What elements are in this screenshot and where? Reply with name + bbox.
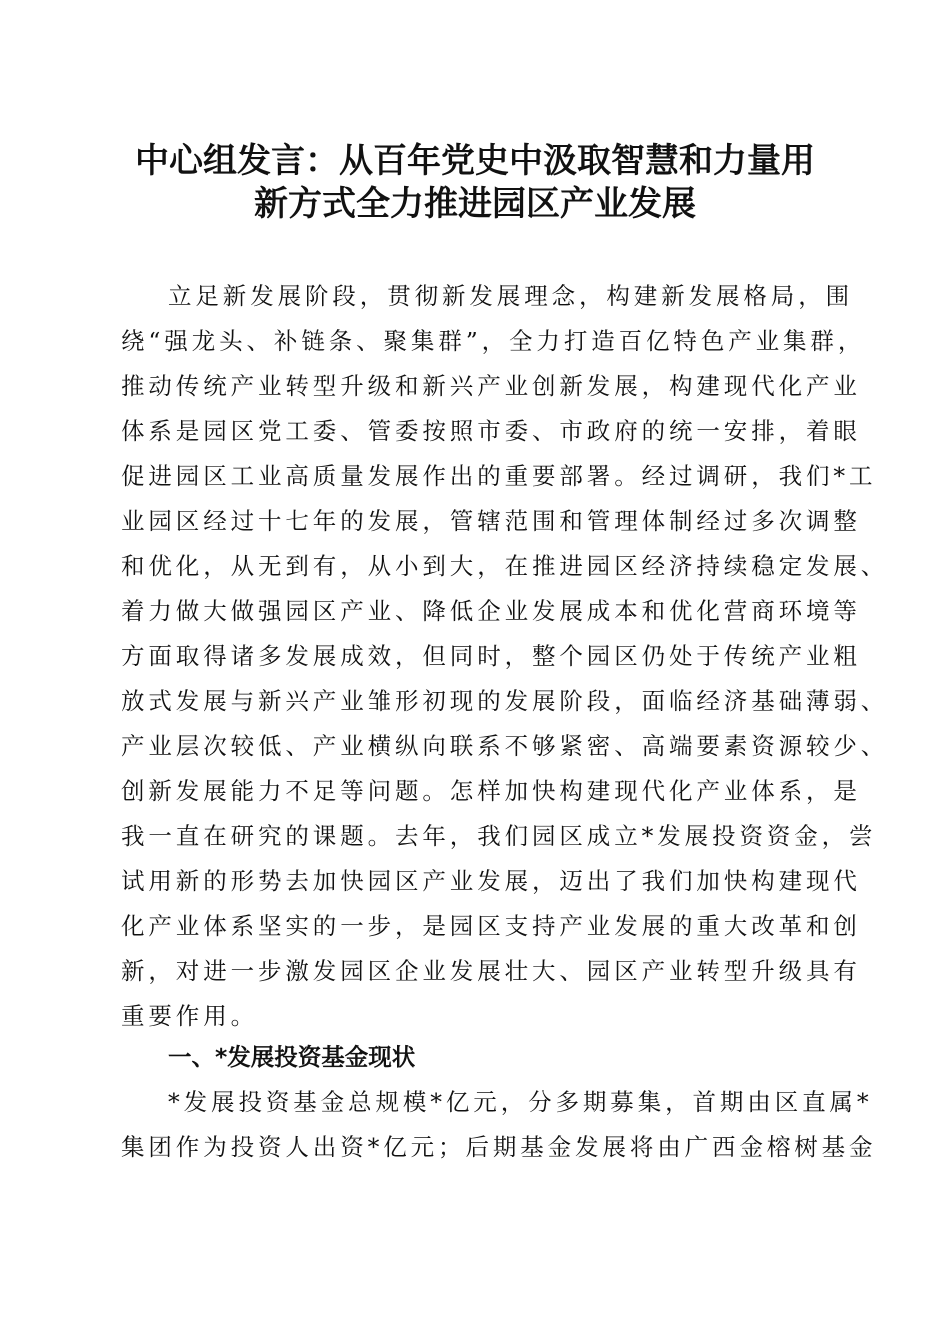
paragraph-line: 化产业体系坚实的一步，是园区支持产业发展的重大改革和创 (121, 912, 861, 940)
paragraph-line: 绕“强龙头、补链条、聚集群”，全力打造百亿特色产业集群， (121, 327, 866, 355)
document-title-line-1: 中心组发言：从百年党史中汲取智慧和力量用 (135, 141, 815, 181)
paragraph-line: 方面取得诸多发展成效，但同时，整个园区仍处于传统产业粗 (121, 642, 861, 670)
paragraph-line: 促进园区工业高质量发展作出的重要部署。经过调研，我们*工 (121, 462, 877, 490)
paragraph-line: 业园区经过十七年的发展，管辖范围和管理体制经过多次调整 (121, 507, 861, 535)
section-heading: 一、*发展投资基金现状 (168, 1043, 416, 1071)
paragraph-line: 和优化，从无到有，从小到大，在推进园区经济持续稳定发展、 (121, 552, 889, 580)
paragraph-line: 重要作用。 (121, 1002, 258, 1030)
paragraph-line: 推动传统产业转型升级和新兴产业创新发展，构建现代化产业 (121, 372, 861, 400)
paragraph-line: 创新发展能力不足等问题。怎样加快构建现代化产业体系，是 (121, 777, 861, 805)
paragraph-line: 体系是园区党工委、管委按照市委、市政府的统一安排，着眼 (121, 417, 861, 445)
paragraph-line: 试用新的形势去加快园区产业发展，迈出了我们加快构建现代 (121, 867, 861, 895)
paragraph-line: 着力做大做强园区产业、降低企业发展成本和优化营商环境等 (121, 597, 861, 625)
paragraph-line: 集团作为投资人出资*亿元；后期基金发展将由广西金榕树基金 (121, 1133, 877, 1161)
paragraph-line: *发展投资基金总规模*亿元，分多期募集，首期由区直属* (168, 1088, 873, 1116)
document-title-line-2: 新方式全力推进园区产业发展 (254, 184, 696, 224)
paragraph-line: 产业层次较低、产业横纵向联系不够紧密、高端要素资源较少、 (121, 732, 889, 760)
paragraph-line: 新，对进一步激发园区企业发展壮大、园区产业转型升级具有 (121, 957, 861, 985)
paragraph-line: 放式发展与新兴产业雏形初现的发展阶段，面临经济基础薄弱、 (121, 687, 889, 715)
paragraph-line: 立足新发展阶段，贯彻新发展理念，构建新发展格局，围 (168, 282, 853, 310)
paragraph-line: 我一直在研究的课题。去年，我们园区成立*发展投资资金，尝 (121, 822, 877, 850)
